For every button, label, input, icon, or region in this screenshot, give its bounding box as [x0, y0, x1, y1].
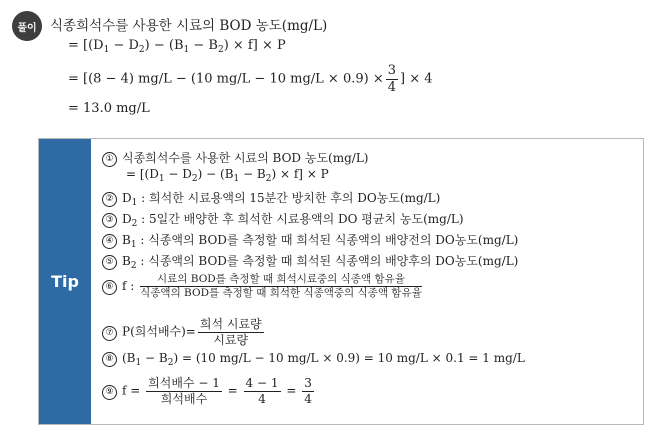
- item-number: ⑧: [102, 352, 117, 367]
- fraction-numerator: 희석배수 − 1: [148, 376, 220, 390]
- fraction-denominator: 식종액의 BOD를 측정할 때 희석한 식종액중의 식종액 함유율: [140, 287, 422, 300]
- fraction-numerator: 4 − 1: [245, 376, 279, 390]
- subscript: 1: [130, 240, 137, 250]
- item-number: ⑨: [102, 385, 117, 400]
- item-number: ③: [102, 213, 117, 228]
- fraction: [140, 274, 422, 299]
- tip-item-5: [102, 252, 518, 270]
- fraction: [386, 64, 398, 94]
- formula-text: − B: [239, 167, 266, 181]
- tip-item-3: [102, 210, 464, 228]
- subscript: 1: [158, 174, 165, 184]
- item-number: ①: [102, 152, 117, 167]
- item-text: : 5일간 배양한 후 희석한 시료용액의 DO 평균치 농도(mg/L): [137, 212, 464, 226]
- subscript: 1: [135, 358, 142, 368]
- fraction-numerator: 3: [387, 63, 397, 78]
- fraction-numerator: 희석 시료량: [199, 317, 262, 331]
- tip-item-9: [102, 377, 316, 405]
- solution-substitution: [68, 64, 433, 94]
- equals-sign: =: [227, 383, 238, 398]
- fraction-numerator: 시료의 BOD를 측정할 때 희석시료중의 식종액 함유율: [140, 274, 422, 287]
- solution-title: 식종희석수를 사용한 시료의 BOD 농도(mg/L): [50, 18, 328, 34]
- fraction-denominator: 희석배수: [160, 391, 208, 406]
- subscript: 2: [217, 45, 224, 55]
- formula-text: ) × f] × P: [271, 167, 329, 181]
- fraction-denominator: 4: [258, 391, 266, 406]
- formula-text: ) × f] × P: [223, 38, 286, 53]
- formula-text: = [(D: [126, 167, 159, 181]
- item-number: ⑤: [102, 255, 117, 270]
- subscript: 1: [131, 198, 138, 208]
- tip-item-6: [102, 274, 424, 299]
- tip-item-1: [102, 149, 368, 167]
- subscript: 1: [233, 174, 240, 184]
- formula-text: − B: [141, 351, 168, 365]
- fraction: [244, 377, 281, 405]
- solution-badge-icon: [12, 11, 42, 41]
- fraction-denominator: 4: [304, 391, 312, 406]
- item-text: : 식종액의 BOD를 측정할 때 희석된 식종액의 배양후의 DO농도(mg/L): [136, 254, 519, 268]
- formula-text: − B: [189, 38, 218, 53]
- subscript: 1: [103, 45, 110, 55]
- item-number: ④: [102, 234, 117, 249]
- solution-formula: [68, 38, 286, 53]
- equals-sign: =: [286, 383, 297, 398]
- fraction: [198, 318, 264, 346]
- item-label: f :: [122, 279, 135, 294]
- formula-text: − D: [164, 167, 192, 181]
- solution-result: = 13.0 mg/L: [68, 101, 150, 116]
- subscript: 1: [183, 45, 190, 55]
- formula-text: ) − (B: [197, 167, 234, 181]
- fraction-denominator: 시료량: [213, 332, 249, 347]
- tip-item-1-formula: [126, 167, 329, 184]
- item-label: P(희석배수)=: [122, 324, 196, 339]
- fraction-numerator: 3: [304, 376, 312, 390]
- item-text: : 식종액의 BOD를 측정할 때 희석된 식종액의 배양전의 DO농도(mg/L): [136, 233, 519, 247]
- formula-text: − D: [109, 38, 139, 53]
- item-number: ②: [102, 192, 117, 207]
- subscript: 2: [131, 219, 138, 229]
- variable: B: [122, 254, 131, 268]
- formula-text: = [(D: [68, 38, 104, 53]
- tip-item-2: [102, 189, 440, 207]
- tip-label: Tip: [51, 272, 79, 291]
- formula-text: ) = (10 mg/L − 10 mg/L × 0.9) = 10 mg/L × 0.1 = 1 mg/L: [173, 351, 525, 365]
- fraction: [146, 377, 222, 405]
- subscript: 2: [167, 358, 174, 368]
- formula-text: = [(8 − 4) mg/L − (10 mg/L − 10 mg/L × 0.9) ×: [68, 71, 384, 87]
- subscript: 2: [191, 174, 198, 184]
- item-number: ⑥: [102, 280, 117, 295]
- tip-item-7: [102, 318, 266, 346]
- tip-item-4: [102, 231, 518, 249]
- formula-text: ) − (B: [144, 38, 184, 53]
- variable: B: [122, 233, 131, 247]
- item-text: : 희석한 시료용액의 15분간 방치한 후의 DO농도(mg/L): [137, 191, 441, 205]
- tip-sidebar: [39, 139, 91, 424]
- variable: D: [122, 212, 132, 226]
- variable: D: [122, 191, 132, 205]
- tip-item-8: [102, 351, 525, 367]
- subscript: 2: [265, 174, 272, 184]
- item-number: ⑦: [102, 326, 117, 341]
- subscript: 2: [138, 45, 145, 55]
- item-text: 식종희석수를 사용한 시료의 BOD 농도(mg/L): [122, 151, 369, 165]
- subscript: 2: [130, 261, 137, 271]
- solution-badge-text: 풀이: [17, 22, 37, 34]
- fraction: [302, 377, 314, 405]
- formula-text: ] × 4: [400, 71, 433, 87]
- fraction-denominator: 4: [387, 79, 397, 95]
- formula-text: (B: [122, 351, 136, 365]
- item-label: f =: [122, 383, 141, 398]
